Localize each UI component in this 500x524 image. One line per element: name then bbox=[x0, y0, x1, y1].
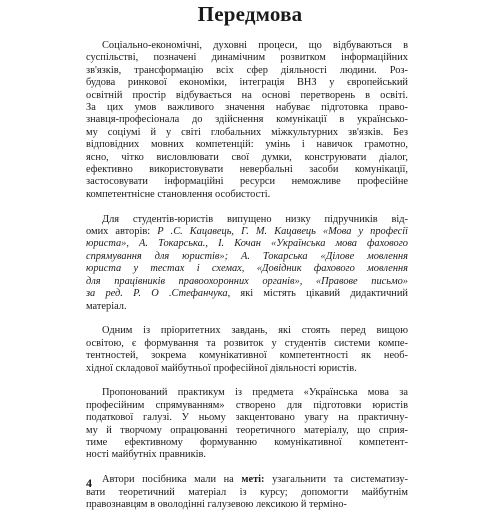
document-body bbox=[86, 40, 408, 524]
paragraph-4 bbox=[86, 387, 408, 461]
text-line: знавця-професіонала до здійснення комунікації в українсько- bbox=[86, 114, 408, 126]
text-line: правознавцям в оволодінні галузевою лексикою й терміно- bbox=[86, 498, 347, 510]
text-line: професійним спрямуванням» створено для підготовки юристів bbox=[86, 399, 408, 411]
text-line: Одним із пріоритетних завдань, які стоять перед вищою bbox=[102, 325, 408, 337]
paragraph-1 bbox=[86, 40, 408, 201]
paragraph-5 bbox=[86, 474, 408, 511]
text-line: Автори посібника мали на меті: узагальнити та систематизу- bbox=[102, 474, 408, 486]
text-line: зв'язків, трансформацію всіх сфер діяльності людини. Роз- bbox=[86, 64, 408, 76]
text-line: Соціально-економічні, духовні процеси, що відбуваються в bbox=[102, 40, 408, 51]
text-line: матеріал. bbox=[86, 300, 127, 312]
text-line: ясно, чітко висловлювати свої думки, конструювати діалог, bbox=[86, 151, 408, 163]
text-line: відповідних мовних компетенцій: умінь і навичок грамотно, bbox=[86, 139, 408, 151]
text-line: Пропонований практикум із предмета «Українська мова за bbox=[102, 387, 408, 399]
text-line: тентностей, зокрема комунікативної компетентності як необ- bbox=[86, 350, 408, 362]
text-line: суспільстві, позначені динамічним розвитком інформаційних bbox=[86, 52, 408, 64]
text-line: спрямування для юристів»; А. Токарська «Ділове мовлення bbox=[86, 250, 408, 262]
text-line: ефективно використовувати невербальні засоби комунікації, bbox=[86, 164, 408, 176]
text-line: освітній простір відбувається на основі перетворень в освіті. bbox=[86, 89, 408, 101]
text-line: компетентнісне становлення особистості. bbox=[86, 188, 271, 200]
text-line: вати теоретичний матеріал із курсу; допомогти майбутнім bbox=[86, 486, 408, 498]
text-line: му й творчому опрацюванні теоретичного матеріалу, що сприя- bbox=[86, 424, 408, 436]
text-line: за ред. Р. О .Стефанчука, які містять цікавий дидактичний bbox=[86, 288, 408, 300]
text-line: ності майбутніх правників. bbox=[86, 449, 207, 461]
text-line: для працівників правоохоронних органів», «Правове письмо» bbox=[86, 275, 408, 287]
text-line: хідної складової майбутньої професійної діяльності юристів. bbox=[86, 362, 357, 374]
text-line: юриста», А. Токарська., І. Кочан «Українська мова фахового bbox=[86, 238, 408, 250]
text-line: Для студентів-юристів випущено низку підручників від- bbox=[102, 213, 408, 225]
text-line: омих авторів: Р .С. Кацавець, Г. М. Кацавець «Мова у професії bbox=[86, 226, 408, 238]
paragraph-2 bbox=[86, 214, 408, 313]
text-line: му соціумі й у світі глобальних міжкультурних зв'язків. Без bbox=[86, 126, 408, 138]
page-number: 4 bbox=[86, 476, 92, 490]
text-line: податкової галузі. У ньому закцентовано увагу на практичну- bbox=[86, 412, 408, 424]
text-line: тиме ефективному формуванню комунікативної компетент- bbox=[86, 436, 408, 448]
text-line: юриста у тестах і схемах, «Довідник фахового мовлення bbox=[86, 263, 408, 275]
paragraph-3 bbox=[86, 325, 408, 375]
text-line: будова ринкової економіки, інтеграція ВНЗ у європейський bbox=[86, 77, 408, 89]
text-line: освітою, є формування та розвиток у студентів системи компе- bbox=[86, 337, 408, 349]
text-line: застосовувати інформаційні ресурси неможливе професійне bbox=[86, 176, 408, 188]
text-line: За цих умов важливого значення набуває підготовка право- bbox=[86, 102, 408, 114]
page-title: Передмова bbox=[197, 2, 303, 26]
